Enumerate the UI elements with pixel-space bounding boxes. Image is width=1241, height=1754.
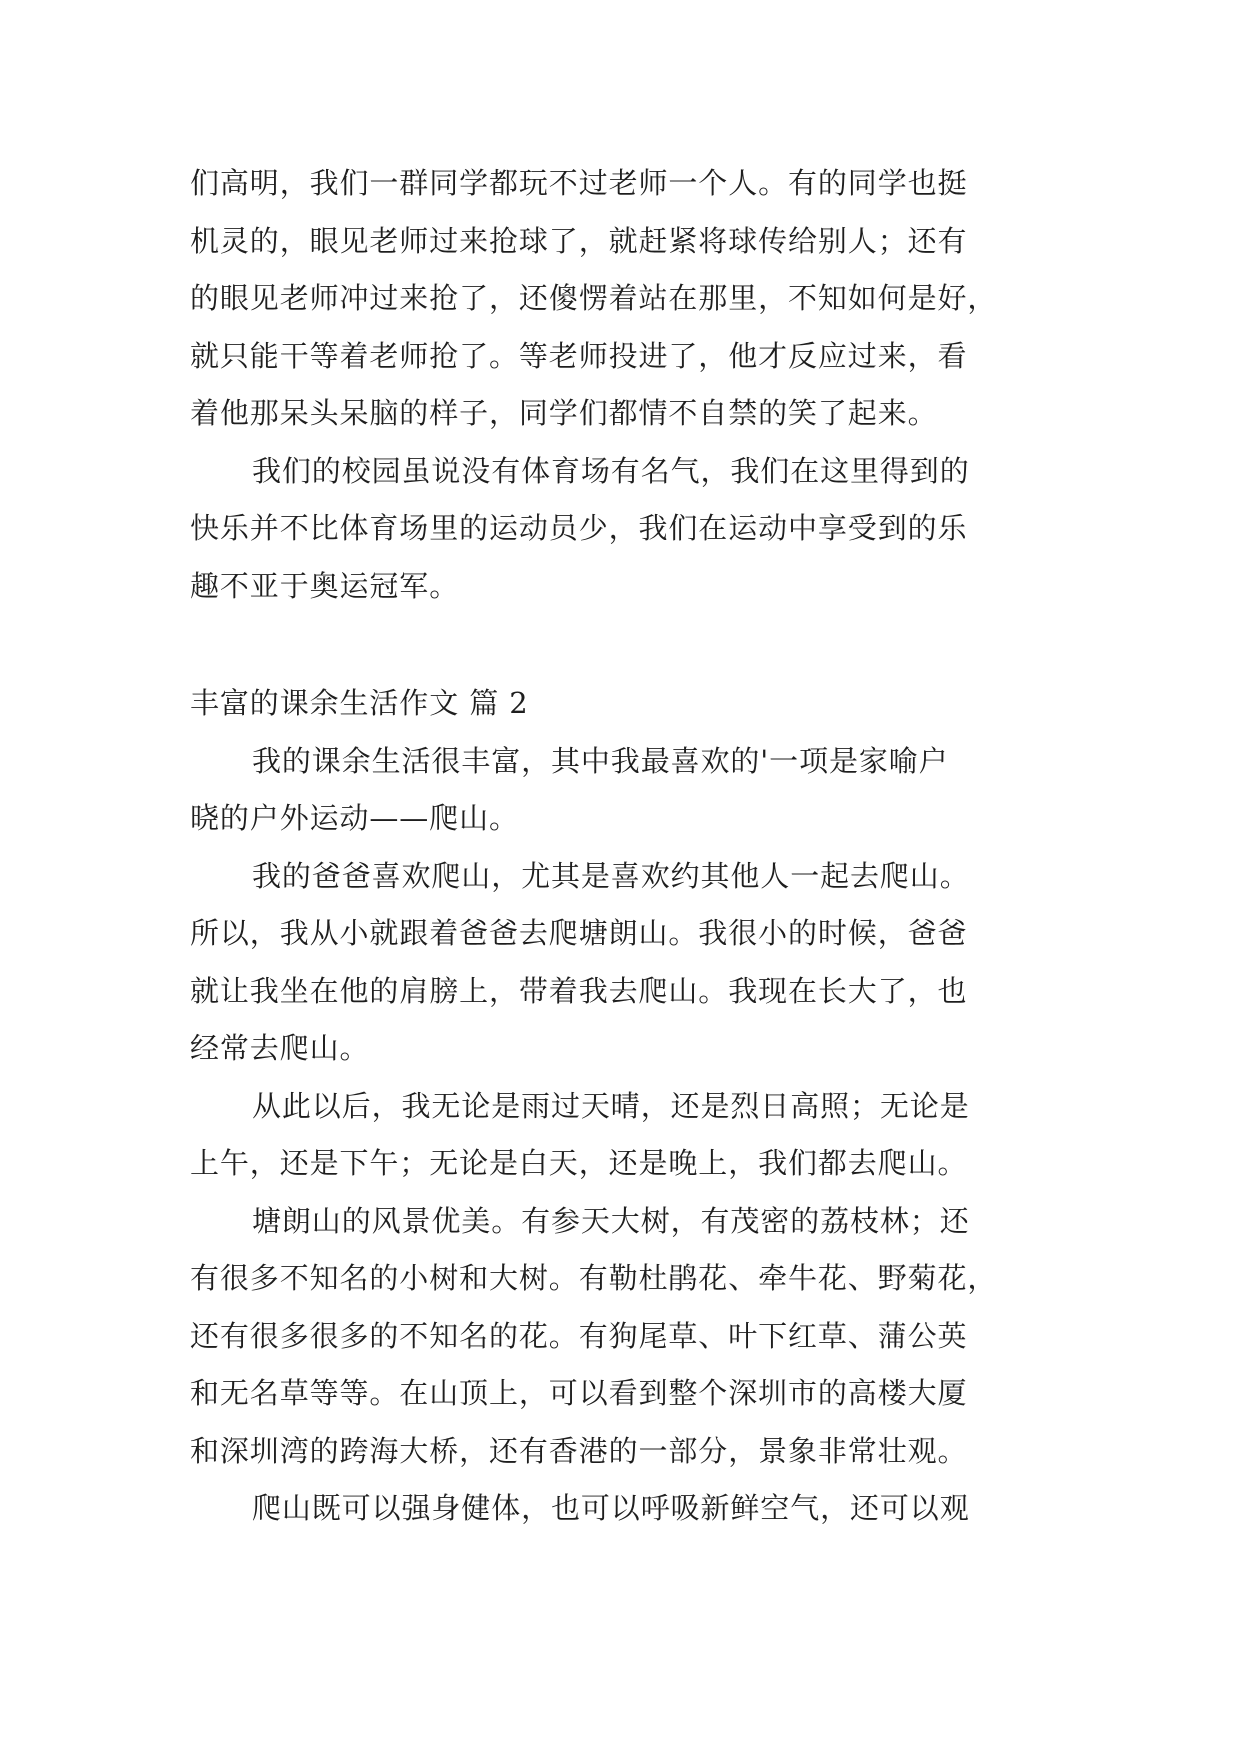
section-heading: 丰富的课余生活作文 篇 2 — [190, 686, 529, 720]
paragraph-start-line: 我的爸爸喜欢爬山，尤其是喜欢约其他人一起去爬山。 — [252, 858, 970, 893]
text-line: 就只能干等着老师抢了。等老师投进了，他才反应过来，看 — [190, 338, 968, 373]
text-line: 还有很多很多的不知名的花。有狗尾草、叶下红草、蒲公英 — [190, 1318, 968, 1353]
text-line: 们高明，我们一群同学都玩不过老师一个人。有的同学也挺 — [190, 166, 968, 200]
text-line: 所以，我从小就跟着爸爸去爬塘朗山。我很小的时候，爸爸 — [190, 916, 968, 950]
text-line: 的眼见老师冲过来抢了，还傻愣着站在那里，不知如何是好， — [190, 281, 998, 315]
article-body — [190, 160, 1060, 1543]
section-gap — [190, 620, 1060, 680]
text-line: 晓的户外运动——爬山。 — [190, 801, 519, 835]
paragraph-start-line: 塘朗山的风景优美。有参天大树，有茂密的荔枝林；还 — [252, 1203, 970, 1238]
text-line: 就让我坐在他的肩膀上，带着我去爬山。我现在长大了，也 — [190, 973, 968, 1008]
text-line: 上午，还是下午；无论是白天，还是晚上，我们都去爬山。 — [190, 1146, 968, 1180]
text-line: 趣不亚于奥运冠军。 — [190, 568, 460, 603]
paragraph-start-line: 我们的校园虽说没有体育场有名气，我们在这里得到的 — [252, 453, 970, 488]
text-line: 经常去爬山。 — [190, 1031, 370, 1065]
paragraph-start-line: 爬山既可以强身健体，也可以呼吸新鲜空气，还可以观 — [252, 1491, 970, 1525]
text-line: 快乐并不比体育场里的运动员少，我们在运动中享受到的乐 — [190, 511, 968, 545]
text-line: 着他那呆头呆脑的样子，同学们都情不自禁的笑了起来。 — [190, 396, 938, 430]
text-line: 和深圳湾的跨海大桥，还有香港的一部分，景象非常壮观。 — [190, 1433, 968, 1468]
text-line: 和无名草等等。在山顶上，可以看到整个深圳市的高楼大厦 — [190, 1376, 968, 1410]
paragraph-start-line: 我的课余生活很丰富，其中我最喜欢的'一项是家喻户 — [252, 743, 949, 778]
paragraph-start-line: 从此以后，我无论是雨过天晴，还是烈日高照；无论是 — [252, 1088, 970, 1123]
text-line: 机灵的，眼见老师过来抢球了，就赶紧将球传给别人；还有 — [190, 223, 968, 258]
text-line: 有很多不知名的小树和大树。有勒杜鹃花、牵牛花、野菊花， — [190, 1261, 998, 1295]
